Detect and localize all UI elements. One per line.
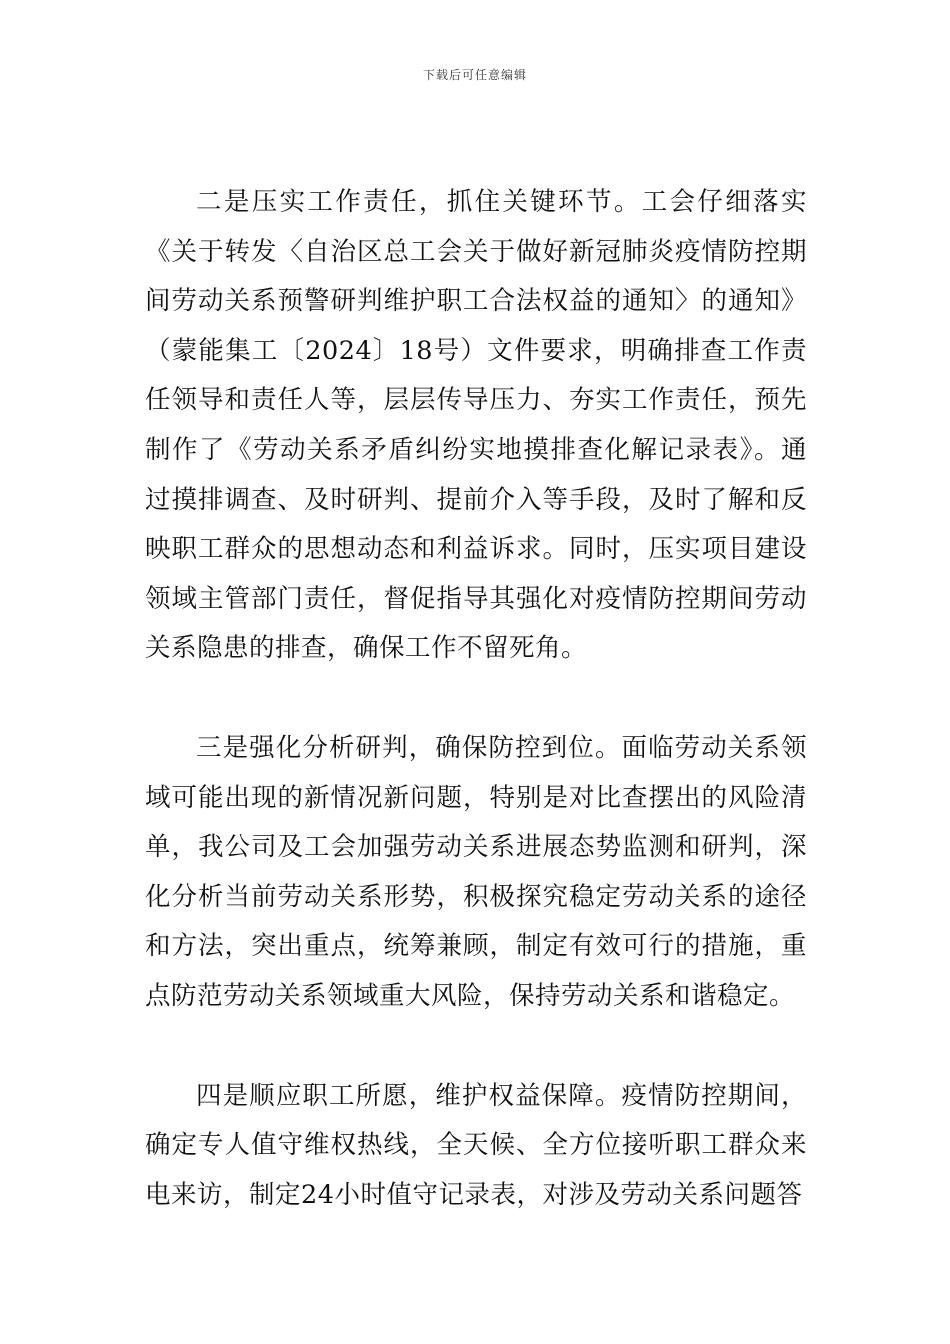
page-header-note: 下载后可任意编辑 xyxy=(422,68,527,82)
paragraph-analysis: 三是强化分析研判，确保防控到位。面临劳动关系领域可能出现的新情况新问题，特别是对比查摆出的风险清单，我公司及工会加强劳动关系进展态势监测和研判，深化分析当前劳动关系形势，积极探究稳定劳动关系的途径和方法，突出重点，统筹兼顾，制定有效可行的措施，重点防范劳动关系领域重大风险，保持劳动关系和谐稳定。 xyxy=(145,732,807,1011)
paragraph-responsibility: 二是压实工作责任，抓住关键环节。工会仔细落实《关于转发〈自治区总工会关于做好新冠肺炎疫情防控期间劳动关系预警研判维护职工合法权益的通知〉的通知》（蒙能集工〔2024〕18号）文件要求，明确排查工作责任领导和责任人等，层层传导压力、夯实工作责任，预先制作了《劳动关系矛盾纠纷实地摸排查化解记录表》。通过摸排调查、及时研判、提前介入等手段，及时了解和反映职工群众的思想动态和利益诉求。同时，压实项目建设领域主管部门责任，督促指导其强化对疫情防控期间劳动关系隐患的排查，确保工作不留死角。 xyxy=(145,187,807,664)
document-body xyxy=(145,178,807,1220)
paragraph-rights-protection: 四是顺应职工所愿，维护权益保障。疫情防控期间，确定专人值守维权热线，全天候、全方位接听职工群众来电来访，制定24小时值守记录表，对涉及劳动关系问题答 xyxy=(145,1080,807,1210)
